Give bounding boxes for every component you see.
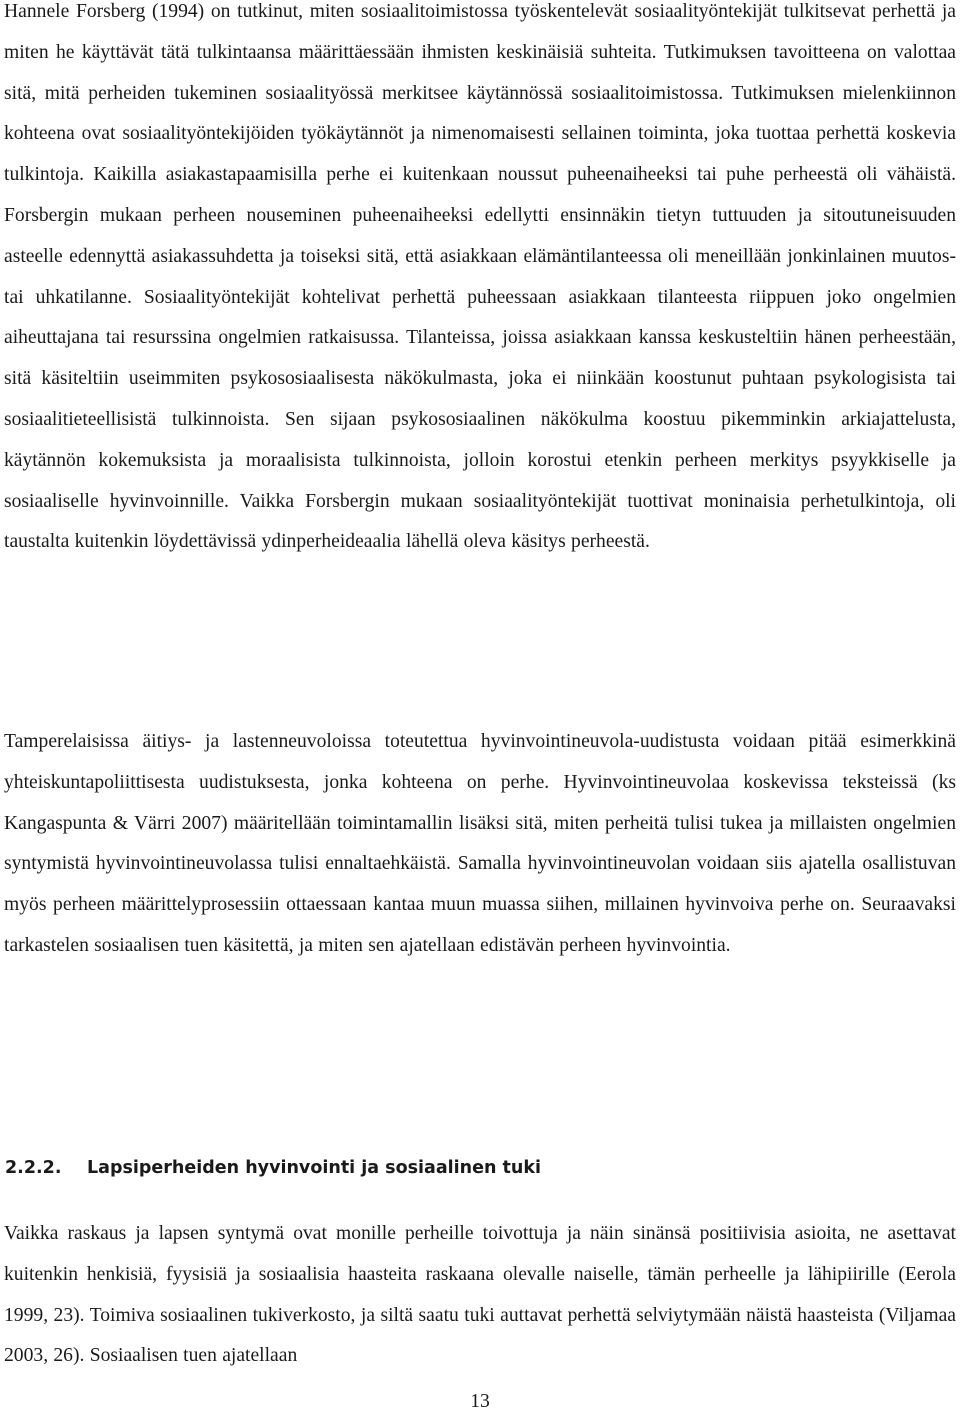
page-number: 13	[470, 1391, 490, 1412]
paragraph-welfare-clinic: Tamperelaisissa äitiys- ja lastenneuvoloissa toteutettua hyvinvointineuvola-uudistusta voidaan pitää esimerkkinä yhteiskuntapoliittisesta uudistuksesta, jonka kohteena on perhe. Hyvinvointineuvolaa koskevissa teksteissä (ks Kangaspunta & Värri 2007) määritellään toimintamallin lisäksi sitä, miten perheitä tulisi tukea ja millaisten ongelmien syntymistä hyvinvointineuvolassa tulisi ennaltaehkäistä. Samalla hyvinvointineuvolan voidaan siis ajatella osallistuvan myös perheen määrittelyprosessiin ottaessaan kantaa muun muassa siihen, millainen hyvinvoiva perhe on. Seuraavaksi tarkastelen sosiaalisen tuen käsitettä, ja miten sen ajatellaan edistävän perheen hyvinvointia.	[4, 731, 956, 956]
section-number: 2.2.2.	[5, 1158, 62, 1178]
section-heading	[5, 1154, 541, 1182]
paragraph-forsberg-study: Hannele Forsberg (1994) on tutkinut, miten sosiaalitoimistossa työskentelevät sosiaalityöntekijät tulkitsevat perhettä ja miten he käyttävät tätä tulkintaansa määrittäessään ihmisten keskinäisiä suhteita. Tutkimuksen tavoitteena on valottaa sitä, mitä perheiden tukeminen sosiaalityössä merkitsee käytännössä sosiaalitoimistossa. Tutkimuksen mielenkiinnon kohteena ovat sosiaalityöntekijöiden työkäytännöt ja nimenomaisesti sellainen toiminta, joka tuottaa perhettä koskevia tulkintoja. Kaikilla asiakastapaamisilla perhe ei kuitenkaan noussut puheenaiheeksi tai puhe perheestä oli vähäistä. Forsbergin mukaan perheen nouseminen puheenaiheeksi edellytti ensinnäkin tietyn tuttuuden ja sitoutuneisuuden asteelle edennyttä asiakassuhdetta ja toiseksi sitä, että asiakkaan elämäntilanteessa oli meneillään jonkinlainen muutos- tai uhkatilanne. Sosiaalityöntekijät kohtelivat perhettä puheessaan asiakkaan tilanteesta riippuen joko ongelmien aiheuttajana tai resurssina ongelmien ratkaisussa. Tilanteissa, joissa asiakkaan kanssa keskusteltiin hänen perheestään, sitä käsiteltiin useimmiten psykososiaalisesta näkökulmasta, joka ei niinkään koostunut puhtaan psykologisista tai sosiaalitieteellisistä tulkinnoista. Sen sijaan psykososiaalinen näkökulma koostuu pikemminkin arkiajattelusta, käytännön kokemuksista ja moraalisista tulkinnoista, jolloin korostui etenkin perheen merkitys psyykkiselle ja sosiaaliselle hyvinvoinnille. Vaikka Forsbergin mukaan sosiaalityöntekijät tuottivat moninaisia perhetulkintoja, oli taustalta kuitenkin löydettävissä ydinperheideaalia lähellä oleva käsitys perheestä.	[4, 1, 956, 553]
section-title: Lapsiperheiden hyvinvointi ja sosiaalinen tuki	[87, 1158, 541, 1178]
paragraph-social-support: Vaikka raskaus ja lapsen syntymä ovat monille perheille toivottuja ja näin sinänsä positiivisia asioita, ne asettavat kuitenkin henkisiä, fyysisiä ja sosiaalisia haasteita raskaana olevalle naiselle, tämän perheelle ja lähipiirille (Eerola 1999, 23). Toimiva sosiaalinen tukiverkosto, ja siltä saatu tuki auttavat perhettä selviytymään näistä haasteista (Viljamaa 2003, 26). Sosiaalisen tuen ajatellaan	[4, 1223, 956, 1367]
